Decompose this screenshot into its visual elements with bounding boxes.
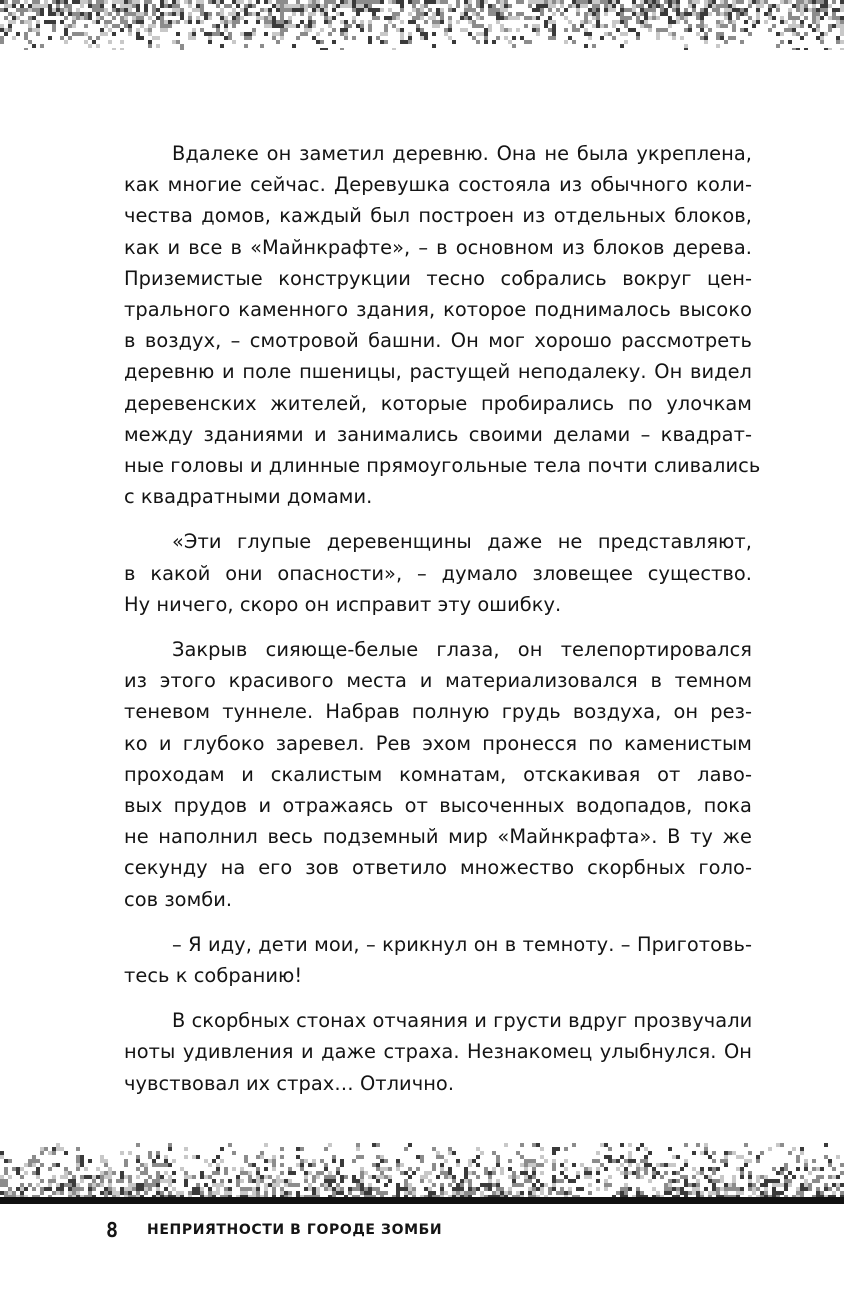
text-line: Закрыв сияюще-белые глаза, он телепортировался [172, 638, 752, 662]
text-line: проходам и скалистым комнатам, отскакивая от лаво- [124, 762, 752, 786]
bottom-pixel-pattern-graphic [0, 1143, 844, 1201]
text-line: между зданиями и занимались своими делами – квадрат- [124, 422, 752, 446]
text-line: ноты удивления и даже страха. Незнакомец улыбнулся. Он [124, 1040, 752, 1064]
text-line: сов зомби. [124, 887, 233, 911]
text-line: деревню и поле пшеницы, растущей неподалеку. Он видел [124, 360, 752, 384]
text-line: вых прудов и отражаясь от высоченных водопадов, пока [124, 794, 752, 818]
top-pixel-pattern [0, 0, 844, 50]
running-title: НЕПРИЯТНОСТИ В ГОРОДЕ ЗОМБИ [147, 1222, 443, 1238]
text-line: В скорбных стонах отчаяния и грусти вдруг прозвучали [172, 1009, 753, 1033]
text-line: Ну ничего, скоро он исправит эту ошибку. [124, 592, 562, 616]
text-line: деревенских жителей, которые пробирались по улочкам [124, 391, 752, 415]
text-line: тесь к собранию! [124, 964, 303, 988]
text-line: Вдалеке он заметил деревню. Она не была укреплена, [172, 142, 752, 165]
text-line: секунду на его зов ответило множество скорбных голо- [124, 856, 752, 880]
text-line: ные головы и длинные прямоугольные тела почти сливались [124, 454, 761, 478]
text-line: с квадратными домами. [124, 485, 373, 509]
body-text [124, 138, 761, 1099]
text-line: не наполнил весь подземный мир «Майнкрафта». В ту же [124, 825, 752, 849]
paragraph [124, 929, 752, 991]
text-line: в какой они опасности», – думало зловещее существо. [124, 561, 752, 585]
text-line: «Эти глупые деревенщины даже не представляют, [172, 530, 752, 554]
paragraph [124, 526, 752, 620]
text-line: трального каменного здания, которое поднималось высоко [124, 298, 752, 322]
text-line: как и все в «Майнкрафте», – в основном из блоков дерева. [124, 235, 752, 259]
paragraph [124, 138, 761, 512]
text-line: Приземистые конструкции тесно собрались вокруг цен- [124, 266, 752, 290]
bottom-pixel-pattern [0, 1143, 844, 1201]
paragraph [124, 634, 752, 915]
text-line: в воздух, – смотровой башни. Он мог хорошо рассмотреть [124, 329, 752, 353]
footer-rule [0, 1197, 844, 1204]
top-pixel-pattern-graphic [0, 0, 844, 50]
text-line: чества домов, каждый был построен из отдельных блоков, [124, 204, 752, 228]
text-line: – Я иду, дети мои, – крикнул он в темноту. – Приготовь- [172, 932, 752, 956]
text-line: ко и глубоко заревел. Рев эхом пронесся по каменистым [124, 731, 752, 755]
text-line: чувствовал их страх… Отлично. [124, 1071, 455, 1095]
page-number: 8 [106, 1218, 120, 1242]
text-line: теневом туннеле. Набрав полную грудь воздуха, он рез- [124, 700, 752, 724]
text-line: из этого красивого места и материализовался в темном [124, 669, 752, 693]
page-footer [106, 1217, 442, 1243]
paragraph [124, 1005, 752, 1099]
text-line: как многие сейчас. Деревушка состояла из обычного коли- [124, 173, 752, 197]
